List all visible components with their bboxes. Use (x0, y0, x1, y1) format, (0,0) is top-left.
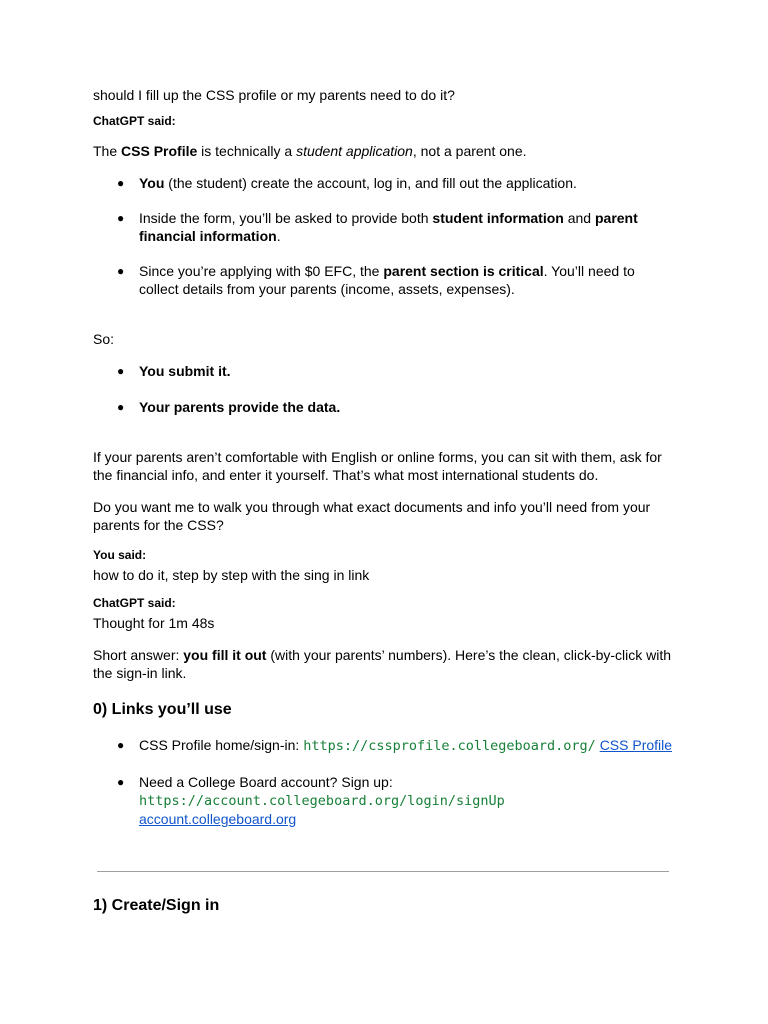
bullet-list-links (93, 736, 673, 828)
bullet-icon: ● (117, 211, 125, 225)
list-item (93, 398, 673, 416)
heading-links: 0) Links you’ll use (93, 701, 232, 718)
bullet-bold: student information (432, 210, 564, 226)
bullet-bold: parent section is critical (383, 263, 544, 279)
list-item (93, 174, 673, 192)
bullet-text: Since you’re applying with $0 EFC, the (139, 263, 384, 279)
user-question-1: should I fill up the CSS profile or my parents need to do it? (93, 87, 455, 103)
bullet-text: . You’ll need to collect details from your parents (income, assets, expenses). (139, 263, 635, 297)
list-item (93, 362, 673, 380)
link-item-label: Need a College Board account? Sign up: (139, 774, 393, 790)
thought-duration: Thought for 1m 48s (93, 615, 215, 631)
you-said-label: You said: (93, 548, 147, 562)
chatgpt-label-2: ChatGPT said: (93, 596, 176, 610)
link-item-label: CSS Profile home/sign-in: (139, 737, 304, 753)
intro-paragraph (93, 142, 673, 160)
signup-url: https://account.collegeboard.org/login/signUp (139, 793, 505, 809)
intro-italic-student-application: student application (296, 143, 413, 159)
intro-text-3: , not a parent one. (412, 143, 527, 159)
bullet-list-2 (93, 362, 673, 416)
intro-text-2: is technically a (197, 143, 297, 159)
list-item (93, 773, 673, 828)
bullet-text: and (563, 210, 595, 226)
heading-create-sign-in: 1) Create/Sign in (93, 897, 220, 914)
short-text-1: Short answer: (93, 647, 184, 663)
intro-bold-css-profile: CSS Profile (121, 143, 198, 159)
bullet-icon: ● (117, 400, 125, 414)
list-item (93, 736, 673, 755)
bullet-icon: ● (117, 176, 125, 190)
bullet-bold: parent financial information (139, 210, 638, 244)
bullet-text: (the student) create the account, log in, and fill out the application. (164, 175, 577, 191)
bullet-icon: ● (117, 738, 125, 752)
bullet-text: . (276, 228, 281, 244)
horizontal-divider (97, 871, 669, 872)
bullet-bold: You submit it. (139, 363, 231, 379)
paragraph-english: If your parents aren’t comfortable with English or online forms, you can sit with them, ask for the financial info, and enter it yourself. That’s what most international students do. (93, 449, 662, 483)
list-item (93, 209, 673, 245)
signup-link[interactable]: account.collegeboard.org (139, 811, 297, 827)
bullet-list-1 (93, 174, 673, 298)
document-page (93, 86, 673, 916)
bullet-icon: ● (117, 264, 125, 278)
short-answer-paragraph (93, 646, 673, 682)
user-question-2: how to do it, step by step with the sing in link (93, 567, 370, 583)
bullet-icon: ● (117, 775, 125, 789)
short-text-2: (with your parents’ numbers). Here’s the clean, click-by-click with the sign-in link. (93, 647, 672, 681)
so-label: So: (93, 331, 115, 347)
intro-text-1: The (93, 143, 122, 159)
bullet-bold: You (139, 175, 165, 191)
list-item (93, 262, 673, 298)
css-profile-url: https://cssprofile.collegeboard.org/ (303, 738, 596, 754)
bullet-text: Inside the form, you’ll be asked to provide both (139, 210, 433, 226)
chatgpt-label-1: ChatGPT said: (93, 114, 176, 128)
paragraph-walk-through: Do you want me to walk you through what exact documents and info you’ll need from your parents for the CSS? (93, 499, 651, 533)
css-profile-link[interactable]: CSS Profile (599, 737, 673, 753)
short-bold: you fill it out (183, 647, 267, 663)
bullet-icon: ● (117, 364, 125, 378)
bullet-bold: Your parents provide the data. (139, 399, 341, 415)
